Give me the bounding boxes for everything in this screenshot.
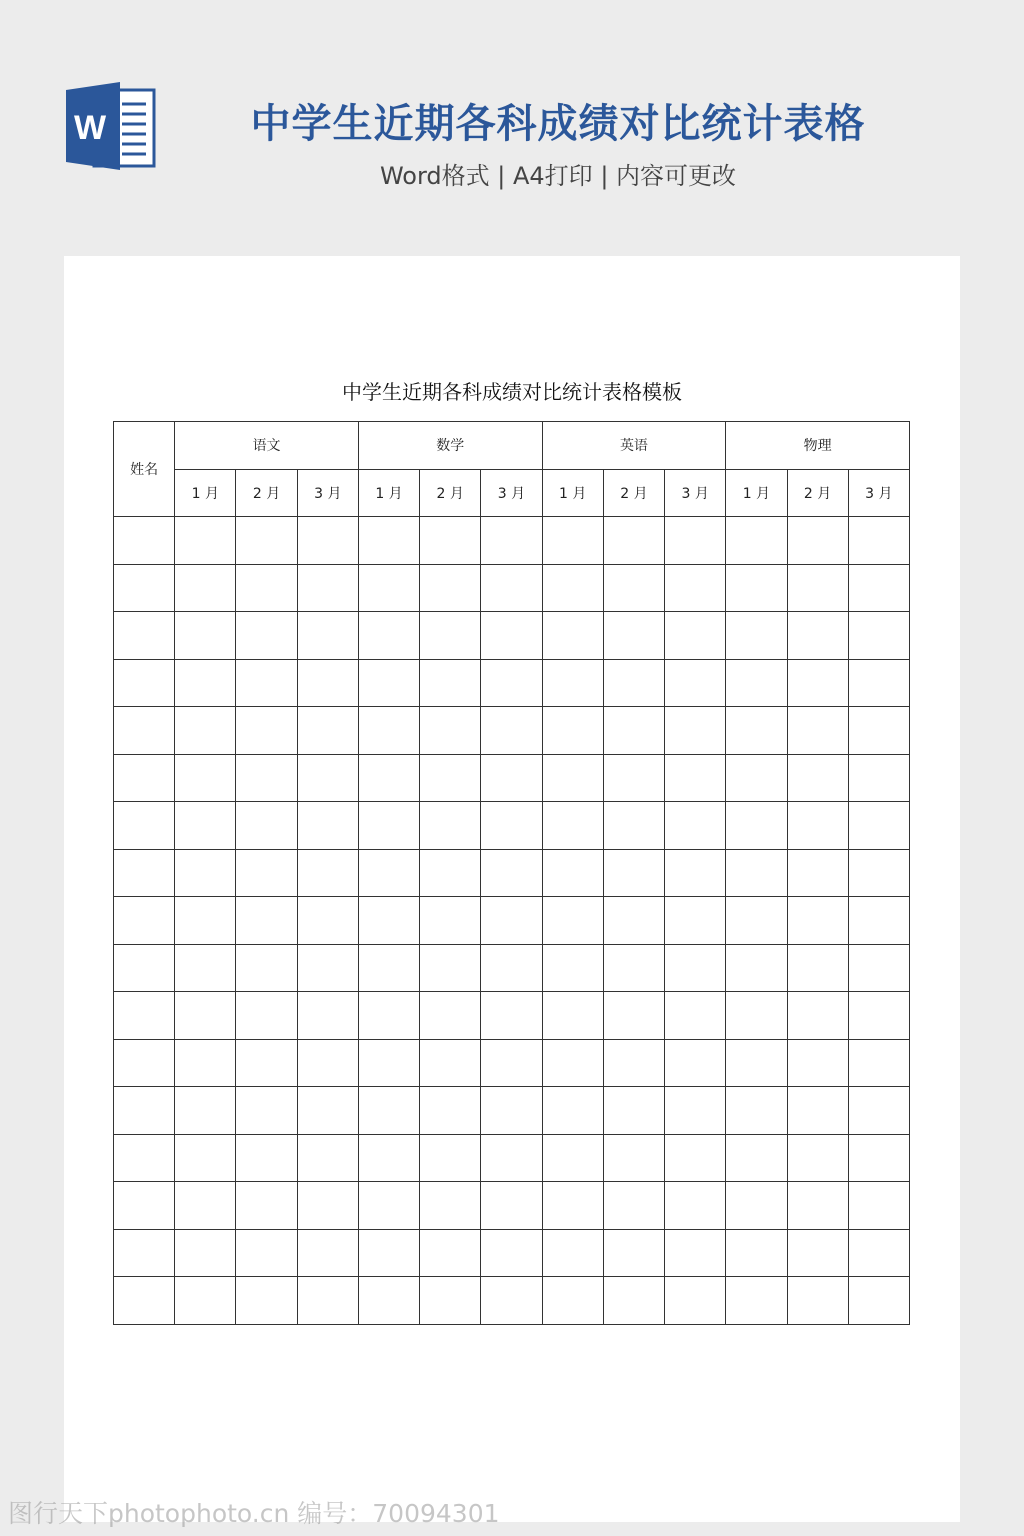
score-cell[interactable] bbox=[665, 1134, 726, 1182]
watermark: 图行天下photophoto.cn 编号：70094301 bbox=[8, 1499, 500, 1528]
month-header: 3 月 bbox=[297, 469, 358, 517]
document-title: 中学生近期各科成绩对比统计表格模板 bbox=[342, 380, 682, 404]
score-cell[interactable] bbox=[236, 992, 297, 1040]
score-cell[interactable] bbox=[175, 1039, 236, 1087]
table-row bbox=[114, 659, 910, 707]
score-cell[interactable] bbox=[297, 1039, 358, 1087]
score-cell[interactable] bbox=[175, 849, 236, 897]
subject-header: 物理 bbox=[726, 422, 910, 470]
page-subtitle: Word格式 | A4打印 | 内容可更改 bbox=[379, 162, 737, 190]
document-page bbox=[64, 256, 960, 1522]
score-cell[interactable] bbox=[297, 517, 358, 565]
score-cell[interactable] bbox=[358, 754, 419, 802]
score-cell[interactable] bbox=[358, 612, 419, 660]
score-cell[interactable] bbox=[665, 1039, 726, 1087]
score-cell[interactable] bbox=[297, 897, 358, 945]
score-cell[interactable] bbox=[481, 849, 542, 897]
score-cell[interactable] bbox=[175, 1087, 236, 1135]
score-cell[interactable] bbox=[787, 517, 848, 565]
score-cell[interactable] bbox=[848, 707, 909, 755]
month-header: 3 月 bbox=[665, 469, 726, 517]
score-cell[interactable] bbox=[481, 897, 542, 945]
score-cell[interactable] bbox=[420, 944, 481, 992]
month-header: 1 月 bbox=[358, 469, 419, 517]
score-cell[interactable] bbox=[542, 659, 603, 707]
score-cell[interactable] bbox=[787, 1087, 848, 1135]
score-cell[interactable] bbox=[848, 564, 909, 612]
table-row bbox=[114, 1229, 910, 1277]
score-cell[interactable] bbox=[236, 1182, 297, 1230]
score-cell[interactable] bbox=[358, 849, 419, 897]
score-cell[interactable] bbox=[848, 612, 909, 660]
name-cell[interactable] bbox=[114, 517, 175, 565]
score-cell[interactable] bbox=[726, 944, 787, 992]
name-header: 姓名 bbox=[114, 422, 175, 517]
score-cell[interactable] bbox=[236, 1229, 297, 1277]
score-cell[interactable] bbox=[787, 897, 848, 945]
score-cell[interactable] bbox=[481, 1134, 542, 1182]
score-cell[interactable] bbox=[420, 517, 481, 565]
score-cell[interactable] bbox=[603, 802, 664, 850]
month-header: 3 月 bbox=[481, 469, 542, 517]
score-cell[interactable] bbox=[665, 1182, 726, 1230]
score-cell[interactable] bbox=[297, 1134, 358, 1182]
month-header: 2 月 bbox=[603, 469, 664, 517]
score-cell[interactable] bbox=[542, 1039, 603, 1087]
name-cell[interactable] bbox=[114, 849, 175, 897]
score-cell[interactable] bbox=[175, 707, 236, 755]
score-cell[interactable] bbox=[175, 897, 236, 945]
score-cell[interactable] bbox=[726, 659, 787, 707]
score-cell[interactable] bbox=[603, 992, 664, 1040]
score-cell[interactable] bbox=[236, 1039, 297, 1087]
score-cell[interactable] bbox=[297, 1277, 358, 1325]
score-cell[interactable] bbox=[175, 802, 236, 850]
score-cell[interactable] bbox=[603, 897, 664, 945]
name-cell[interactable] bbox=[114, 992, 175, 1040]
score-cell[interactable] bbox=[603, 564, 664, 612]
score-table bbox=[113, 421, 910, 1325]
score-cell[interactable] bbox=[420, 1229, 481, 1277]
score-cell[interactable] bbox=[848, 1229, 909, 1277]
score-cell[interactable] bbox=[726, 802, 787, 850]
score-cell[interactable] bbox=[481, 754, 542, 802]
score-cell[interactable] bbox=[358, 897, 419, 945]
score-cell[interactable] bbox=[297, 754, 358, 802]
score-cell[interactable] bbox=[236, 897, 297, 945]
score-cell[interactable] bbox=[420, 707, 481, 755]
score-cell[interactable] bbox=[481, 1087, 542, 1135]
score-cell[interactable] bbox=[236, 659, 297, 707]
table-row bbox=[114, 517, 910, 565]
score-cell[interactable] bbox=[358, 1039, 419, 1087]
score-cell[interactable] bbox=[297, 564, 358, 612]
name-cell[interactable] bbox=[114, 1134, 175, 1182]
score-cell[interactable] bbox=[726, 707, 787, 755]
score-cell[interactable] bbox=[787, 849, 848, 897]
score-cell[interactable] bbox=[542, 564, 603, 612]
table-row bbox=[114, 707, 910, 755]
table-row bbox=[114, 802, 910, 850]
score-cell[interactable] bbox=[420, 802, 481, 850]
score-cell[interactable] bbox=[787, 802, 848, 850]
subject-header: 英语 bbox=[542, 422, 726, 470]
score-cell[interactable] bbox=[236, 1134, 297, 1182]
score-cell[interactable] bbox=[787, 659, 848, 707]
table-row bbox=[114, 897, 910, 945]
score-cell[interactable] bbox=[297, 1182, 358, 1230]
score-cell[interactable] bbox=[358, 564, 419, 612]
score-cell[interactable] bbox=[481, 1277, 542, 1325]
score-cell[interactable] bbox=[848, 1182, 909, 1230]
score-cell[interactable] bbox=[848, 1134, 909, 1182]
score-cell[interactable] bbox=[665, 707, 726, 755]
table-row bbox=[114, 1134, 910, 1182]
score-cell[interactable] bbox=[665, 754, 726, 802]
score-cell[interactable] bbox=[420, 612, 481, 660]
score-cell[interactable] bbox=[175, 659, 236, 707]
table-row bbox=[114, 1182, 910, 1230]
score-cell[interactable] bbox=[542, 849, 603, 897]
score-cell[interactable] bbox=[848, 1277, 909, 1325]
score-cell[interactable] bbox=[726, 754, 787, 802]
score-cell[interactable] bbox=[726, 612, 787, 660]
month-header-row bbox=[114, 469, 910, 517]
score-cell[interactable] bbox=[175, 754, 236, 802]
score-cell[interactable] bbox=[297, 1087, 358, 1135]
score-cell[interactable] bbox=[542, 707, 603, 755]
score-cell[interactable] bbox=[787, 1039, 848, 1087]
score-cell[interactable] bbox=[665, 849, 726, 897]
word-icon bbox=[66, 82, 156, 170]
score-cell[interactable] bbox=[542, 1134, 603, 1182]
score-cell[interactable] bbox=[726, 564, 787, 612]
table-row bbox=[114, 754, 910, 802]
score-cell[interactable] bbox=[481, 659, 542, 707]
score-cell[interactable] bbox=[787, 564, 848, 612]
score-cell[interactable] bbox=[481, 802, 542, 850]
score-cell[interactable] bbox=[848, 517, 909, 565]
score-cell[interactable] bbox=[236, 612, 297, 660]
score-cell[interactable] bbox=[848, 1087, 909, 1135]
score-cell[interactable] bbox=[175, 1134, 236, 1182]
score-cell[interactable] bbox=[420, 659, 481, 707]
score-cell[interactable] bbox=[481, 992, 542, 1040]
score-cell[interactable] bbox=[420, 1039, 481, 1087]
score-cell[interactable] bbox=[481, 517, 542, 565]
score-cell[interactable] bbox=[358, 1182, 419, 1230]
name-cell[interactable] bbox=[114, 802, 175, 850]
score-cell[interactable] bbox=[297, 802, 358, 850]
score-cell[interactable] bbox=[848, 659, 909, 707]
table-row bbox=[114, 564, 910, 612]
score-cell[interactable] bbox=[542, 754, 603, 802]
table-row bbox=[114, 992, 910, 1040]
score-cell[interactable] bbox=[358, 517, 419, 565]
score-cell[interactable] bbox=[481, 1039, 542, 1087]
score-cell[interactable] bbox=[358, 1134, 419, 1182]
score-cell[interactable] bbox=[420, 564, 481, 612]
subject-header: 数学 bbox=[358, 422, 542, 470]
score-cell[interactable] bbox=[665, 659, 726, 707]
name-cell[interactable] bbox=[114, 659, 175, 707]
score-cell[interactable] bbox=[175, 1277, 236, 1325]
score-cell[interactable] bbox=[542, 992, 603, 1040]
name-cell[interactable] bbox=[114, 1277, 175, 1325]
table-row bbox=[114, 849, 910, 897]
score-cell[interactable] bbox=[481, 564, 542, 612]
score-cell[interactable] bbox=[848, 754, 909, 802]
score-cell[interactable] bbox=[726, 1277, 787, 1325]
score-cell[interactable] bbox=[665, 612, 726, 660]
score-cell[interactable] bbox=[603, 1134, 664, 1182]
score-cell[interactable] bbox=[848, 802, 909, 850]
score-cell[interactable] bbox=[603, 1182, 664, 1230]
score-cell[interactable] bbox=[787, 1277, 848, 1325]
score-cell[interactable] bbox=[665, 564, 726, 612]
name-cell[interactable] bbox=[114, 1039, 175, 1087]
month-header: 2 月 bbox=[236, 469, 297, 517]
score-cell[interactable] bbox=[542, 517, 603, 565]
score-cell[interactable] bbox=[420, 992, 481, 1040]
month-header: 1 月 bbox=[726, 469, 787, 517]
score-cell[interactable] bbox=[358, 1087, 419, 1135]
score-cell[interactable] bbox=[358, 992, 419, 1040]
score-cell[interactable] bbox=[665, 1087, 726, 1135]
score-cell[interactable] bbox=[175, 564, 236, 612]
name-cell[interactable] bbox=[114, 897, 175, 945]
name-cell[interactable] bbox=[114, 754, 175, 802]
score-cell[interactable] bbox=[236, 564, 297, 612]
score-cell[interactable] bbox=[787, 754, 848, 802]
score-cell[interactable] bbox=[297, 707, 358, 755]
score-cell[interactable] bbox=[726, 1182, 787, 1230]
score-cell[interactable] bbox=[726, 1229, 787, 1277]
score-cell[interactable] bbox=[236, 1277, 297, 1325]
score-cell[interactable] bbox=[848, 1039, 909, 1087]
score-cell[interactable] bbox=[726, 517, 787, 565]
score-cell[interactable] bbox=[358, 659, 419, 707]
month-header: 2 月 bbox=[420, 469, 481, 517]
table-row bbox=[114, 612, 910, 660]
score-cell[interactable] bbox=[358, 1277, 419, 1325]
month-header: 1 月 bbox=[542, 469, 603, 517]
name-cell[interactable] bbox=[114, 1182, 175, 1230]
score-cell[interactable] bbox=[542, 802, 603, 850]
score-cell[interactable] bbox=[175, 517, 236, 565]
score-cell[interactable] bbox=[787, 1229, 848, 1277]
score-cell[interactable] bbox=[603, 1039, 664, 1087]
score-cell[interactable] bbox=[236, 1087, 297, 1135]
score-cell[interactable] bbox=[297, 849, 358, 897]
score-cell[interactable] bbox=[542, 1182, 603, 1230]
table-row bbox=[114, 1087, 910, 1135]
score-cell[interactable] bbox=[542, 1277, 603, 1325]
score-cell[interactable] bbox=[297, 992, 358, 1040]
score-cell[interactable] bbox=[481, 612, 542, 660]
name-cell[interactable] bbox=[114, 707, 175, 755]
score-cell[interactable] bbox=[542, 1087, 603, 1135]
score-cell[interactable] bbox=[481, 944, 542, 992]
month-header: 3 月 bbox=[848, 469, 909, 517]
score-cell[interactable] bbox=[603, 612, 664, 660]
score-cell[interactable] bbox=[481, 1229, 542, 1277]
score-cell[interactable] bbox=[665, 1229, 726, 1277]
score-cell[interactable] bbox=[665, 802, 726, 850]
score-cell[interactable] bbox=[175, 612, 236, 660]
score-cell[interactable] bbox=[726, 1087, 787, 1135]
page-title: 中学生近期各科成绩对比统计表格 bbox=[250, 101, 866, 147]
score-cell[interactable] bbox=[420, 897, 481, 945]
score-cell[interactable] bbox=[420, 1182, 481, 1230]
score-cell[interactable] bbox=[175, 944, 236, 992]
score-cell[interactable] bbox=[175, 992, 236, 1040]
table-row bbox=[114, 944, 910, 992]
score-cell[interactable] bbox=[420, 1277, 481, 1325]
score-cell[interactable] bbox=[420, 849, 481, 897]
score-cell[interactable] bbox=[297, 1229, 358, 1277]
score-cell[interactable] bbox=[848, 849, 909, 897]
score-cell[interactable] bbox=[787, 944, 848, 992]
score-cell[interactable] bbox=[726, 1134, 787, 1182]
name-cell[interactable] bbox=[114, 944, 175, 992]
score-cell[interactable] bbox=[420, 1087, 481, 1135]
score-cell[interactable] bbox=[236, 707, 297, 755]
score-cell[interactable] bbox=[236, 754, 297, 802]
score-cell[interactable] bbox=[787, 707, 848, 755]
score-cell[interactable] bbox=[420, 754, 481, 802]
score-cell[interactable] bbox=[542, 944, 603, 992]
score-cell[interactable] bbox=[236, 517, 297, 565]
score-cell[interactable] bbox=[603, 707, 664, 755]
score-cell[interactable] bbox=[542, 897, 603, 945]
score-cell[interactable] bbox=[358, 707, 419, 755]
score-cell[interactable] bbox=[236, 802, 297, 850]
score-cell[interactable] bbox=[542, 1229, 603, 1277]
score-cell[interactable] bbox=[175, 1182, 236, 1230]
word-icon-letter: W bbox=[73, 109, 107, 147]
name-cell[interactable] bbox=[114, 612, 175, 660]
score-cell[interactable] bbox=[848, 944, 909, 992]
score-cell[interactable] bbox=[236, 849, 297, 897]
score-cell[interactable] bbox=[787, 1182, 848, 1230]
score-cell[interactable] bbox=[603, 849, 664, 897]
score-cell[interactable] bbox=[358, 944, 419, 992]
month-header: 2 月 bbox=[787, 469, 848, 517]
name-cell[interactable] bbox=[114, 1087, 175, 1135]
score-cell[interactable] bbox=[175, 1229, 236, 1277]
score-cell[interactable] bbox=[726, 849, 787, 897]
score-cell[interactable] bbox=[603, 754, 664, 802]
subject-header: 语文 bbox=[175, 422, 359, 470]
score-cell[interactable] bbox=[297, 659, 358, 707]
table-row bbox=[114, 1039, 910, 1087]
month-header: 1 月 bbox=[175, 469, 236, 517]
score-cell[interactable] bbox=[665, 517, 726, 565]
score-cell[interactable] bbox=[603, 1277, 664, 1325]
score-cell[interactable] bbox=[481, 1182, 542, 1230]
score-cell[interactable] bbox=[420, 1134, 481, 1182]
score-cell[interactable] bbox=[236, 944, 297, 992]
score-cell[interactable] bbox=[603, 1087, 664, 1135]
score-cell[interactable] bbox=[787, 1134, 848, 1182]
score-cell[interactable] bbox=[848, 992, 909, 1040]
score-cell[interactable] bbox=[297, 612, 358, 660]
score-cell[interactable] bbox=[726, 1039, 787, 1087]
name-cell[interactable] bbox=[114, 1229, 175, 1277]
score-cell[interactable] bbox=[665, 944, 726, 992]
score-cell[interactable] bbox=[481, 707, 542, 755]
score-cell[interactable] bbox=[787, 992, 848, 1040]
score-cell[interactable] bbox=[603, 1229, 664, 1277]
score-cell[interactable] bbox=[665, 992, 726, 1040]
name-cell[interactable] bbox=[114, 564, 175, 612]
score-cell[interactable] bbox=[665, 1277, 726, 1325]
score-cell[interactable] bbox=[358, 1229, 419, 1277]
score-cell[interactable] bbox=[665, 897, 726, 945]
score-cell[interactable] bbox=[848, 897, 909, 945]
score-cell[interactable] bbox=[542, 612, 603, 660]
score-cell[interactable] bbox=[603, 517, 664, 565]
score-cell[interactable] bbox=[726, 992, 787, 1040]
subject-header-row bbox=[114, 422, 910, 470]
table-row bbox=[114, 1277, 910, 1325]
score-cell[interactable] bbox=[358, 802, 419, 850]
score-cell[interactable] bbox=[603, 659, 664, 707]
score-cell[interactable] bbox=[787, 612, 848, 660]
score-cell[interactable] bbox=[726, 897, 787, 945]
score-cell[interactable] bbox=[603, 944, 664, 992]
score-cell[interactable] bbox=[297, 944, 358, 992]
